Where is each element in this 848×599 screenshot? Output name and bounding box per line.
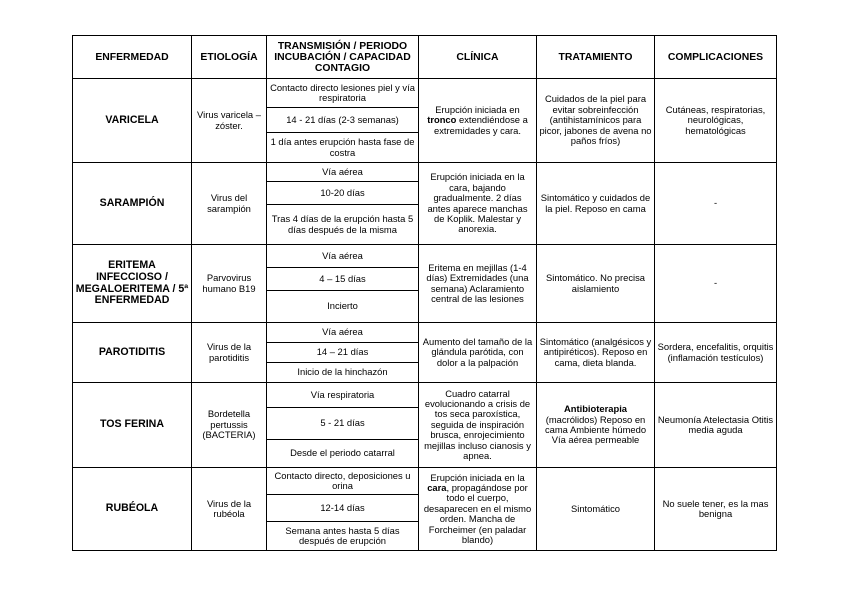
incubation-cell: 10-20 días [267,182,419,205]
contagion-cell: Inicio de la hinchazón [267,363,419,383]
complications-cell: Sordera, encefalitis, orquitis (inflamación testículos) [655,323,777,383]
table-row [73,468,777,495]
clinic-emphasis: tronco [427,114,457,126]
transmission-cell: Contacto directo lesiones piel y vía respiratoria [267,79,419,108]
header-etiologia: ETIOLOGÍA [192,36,267,79]
transmission-cell: Vía respiratoria [267,383,419,408]
etiology-cell: Virus varicela – zóster. [192,79,267,163]
clinic-cell [419,468,537,551]
table-row [73,79,777,108]
complications-cell: No suele tener, es la mas benigna [655,468,777,551]
complications-cell: - [655,163,777,245]
contagion-cell: 1 día antes erupción hasta fase de costra [267,133,419,163]
clinic-cell: Erupción iniciada en la cara, bajando gradualmente. 2 días antes aparece manchas de Koplik. Malestar y anorexia. [419,163,537,245]
header-row [73,36,777,79]
clinic-text: extendiéndose a extremidades y cara. [433,114,528,136]
table-row [73,163,777,182]
clinic-cell: Aumento del tamaño de la glándula parótida, con dolor a la palpación [419,323,537,383]
treatment-emphasis: Antibioterapia [563,403,628,415]
treatment-cell: Sintomático y cuidados de la piel. Reposo en cama [537,163,655,245]
contagion-cell: Incierto [267,291,419,323]
table-row [73,383,777,408]
table-row [73,245,777,268]
treatment-cell: Sintomático (analgésicos y antipiréticos). Reposo en cama, dieta blanda. [537,323,655,383]
complications-cell: Cutáneas, respiratorias, neurológicas, hematológicas [655,79,777,163]
transmission-cell: Contacto directo, deposiciones u orina [267,468,419,495]
table-row [73,323,777,343]
disease-name: TOS FERINA [73,383,192,468]
incubation-cell: 5 - 21 días [267,408,419,440]
incubation-cell: 4 – 15 días [267,268,419,291]
transmission-cell: Vía aérea [267,323,419,343]
transmission-cell: Vía aérea [267,245,419,268]
contagion-cell: Semana antes hasta 5 días después de erupción [267,522,419,551]
etiology-cell: Virus del sarampión [192,163,267,245]
clinic-cell [419,79,537,163]
header-complicaciones: COMPLICACIONES [655,36,777,79]
disease-name: SARAMPIÓN [73,163,192,245]
contagion-cell: Tras 4 días de la erupción hasta 5 días después de la misma [267,205,419,245]
clinic-text: , propagándose por todo el cuerpo, desaparecen en el mismo orden. Mancha de Forcheimer (en paladar blando) [423,481,532,546]
disease-name: VARICELA [73,79,192,163]
diseases-table-container [72,35,777,551]
clinic-text: Erupción iniciada en [435,103,520,115]
etiology-cell: Virus de la parotiditis [192,323,267,383]
header-transmision: TRANSMISIÓN / PERIODO INCUBACIÓN / CAPACIDAD CONTAGIO [267,36,419,79]
header-tratamiento: TRATAMIENTO [537,36,655,79]
disease-name: RUBÉOLA [73,468,192,551]
diseases-table [72,35,777,551]
etiology-cell: Virus de la rubéola [192,468,267,551]
complications-cell: - [655,245,777,323]
treatment-cell: Cuidados de la piel para evitar sobreinfección (antihistamínicos para picor, jabones de avena no paños fríos) [537,79,655,163]
contagion-cell: Desde el periodo catarral [267,440,419,468]
treatment-text: (macrólidos) Reposo en cama Ambiente húmedo Vía aérea permeable [544,413,647,446]
treatment-cell: Sintomático. No precisa aislamiento [537,245,655,323]
header-clinica: CLÍNICA [419,36,537,79]
transmission-cell: Vía aérea [267,163,419,182]
disease-name: PAROTIDITIS [73,323,192,383]
incubation-cell: 12-14 días [267,495,419,522]
treatment-cell: Sintomático [537,468,655,551]
header-enfermedad: ENFERMEDAD [73,36,192,79]
clinic-text: Erupción iniciada en la [430,471,525,483]
etiology-cell: Parvovirus humano B19 [192,245,267,323]
etiology-cell: Bordetella pertussis (BACTERIA) [192,383,267,468]
incubation-cell: 14 - 21 días (2-3 semanas) [267,108,419,133]
clinic-cell: Eritema en mejillas (1-4 días) Extremidades (una semana) Aclaramiento central de las lesiones [419,245,537,323]
treatment-cell [537,383,655,468]
disease-name: ERITEMA INFECCIOSO / MEGALOERITEMA / 5ª ENFERMEDAD [73,245,192,323]
complications-cell: Neumonía Atelectasia Otitis media aguda [655,383,777,468]
clinic-emphasis: cara [427,481,447,493]
incubation-cell: 14 – 21 días [267,343,419,363]
clinic-cell: Cuadro catarral evolucionando a crisis de tos seca paroxística, seguida de inspiración brusca, enrojecimiento mejillas incluso cianosis y apnea. [419,383,537,468]
